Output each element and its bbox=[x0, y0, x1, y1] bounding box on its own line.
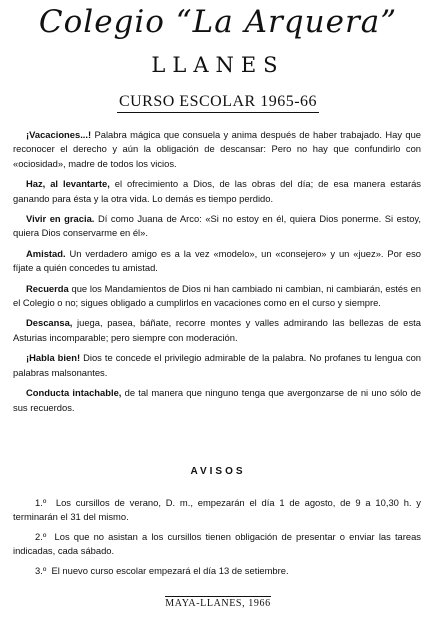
paragraph-lead: Amistad. bbox=[26, 247, 66, 259]
paragraph-text: Dios te concede el privilegio admirable de la palabra. No profanes tu lengua con palabras malsonantes. bbox=[13, 352, 421, 378]
paragraph-vacaciones bbox=[13, 128, 421, 171]
paragraph-gracia bbox=[13, 212, 421, 241]
paragraph-lead: Conducta intachable, bbox=[26, 387, 122, 399]
advice-body bbox=[13, 128, 421, 421]
aviso-number: 1.º bbox=[35, 497, 47, 508]
footer-text: MAYA-LLANES, 1966 bbox=[165, 598, 271, 609]
aviso-item bbox=[13, 564, 421, 578]
paragraph-text: de tal manera que ninguno tenga que avergonzarse de ni uno sólo de sus recuerdos. bbox=[13, 387, 421, 413]
paragraph-descansa bbox=[13, 316, 421, 345]
paragraph-habla-bien bbox=[13, 351, 421, 380]
aviso-text: El nuevo curso escolar empezará el día 13 de setiembre. bbox=[51, 564, 289, 576]
avisos-heading: AVISOS bbox=[190, 466, 246, 477]
aviso-item bbox=[13, 530, 421, 559]
paragraph-lead: Haz, al levantarte, bbox=[26, 178, 110, 190]
paragraph-text: Un verdadero amigo es a la vez «modelo», un «consejero» y un «juez». Por eso fíjate a quién concedes tu amistad. bbox=[13, 247, 421, 274]
paragraph-text: juega, pasea, báñate, recorre montes y valles admirando las bellezas de esta Asturias incomparable; pero siempre con moderación. bbox=[13, 317, 421, 343]
paragraph-levantarte bbox=[13, 177, 421, 206]
aviso-text: Los cursillos de verano, D. m., empezarán el día 1 de agosto, de 9 a 10,30 h. y terminarán el 31 del mismo. bbox=[13, 497, 421, 523]
paragraph-lead: ¡Habla bien! bbox=[26, 352, 81, 364]
aviso-number: 2.º bbox=[35, 530, 47, 542]
course-title bbox=[0, 92, 436, 112]
paragraph-lead: ¡Vacaciones...! bbox=[26, 129, 92, 140]
aviso-number: 3.º bbox=[35, 564, 47, 576]
paragraph-lead: Descansa, bbox=[26, 317, 73, 329]
paragraph-recuerda bbox=[13, 282, 421, 311]
school-name: Colegio “La Arquera” bbox=[38, 4, 398, 40]
aviso-item bbox=[13, 496, 421, 525]
paragraph-text: Dí como Juana de Arco: «Si no estoy en él, quiera Dios ponerme. Si estoy, quiera Dios conservarme en él». bbox=[13, 213, 422, 239]
paragraph-text: que los Mandamientos de Dios ni han cambiado ni cambian, ni cambiarán, estés en el Colegio o no; sigues obligado a cumplirlos en vacaciones como en el curso y siempre. bbox=[13, 282, 421, 309]
town-name: LLANES bbox=[151, 53, 285, 77]
paragraph-amistad bbox=[13, 247, 421, 276]
paragraph-text: el ofrecimiento a Dios, de las obras del día; de esa manera estarás ganando para ésta y la otra vida. Lo demás es tiempo perdido. bbox=[13, 178, 421, 204]
course-title-text: CURSO ESCOLAR 1965-66 bbox=[117, 93, 319, 113]
paragraph-text: Palabra mágica que consuela y anima después de haber trabajado. Hay que reconocer el derecho y aún la obligación de descansar: Pero no hay que confundirlo con «ociosidad», madre de todos los vicios. bbox=[13, 129, 421, 169]
paragraph-lead: Vivir en gracia. bbox=[26, 213, 95, 225]
paragraph-lead: Recuerda bbox=[26, 282, 69, 294]
aviso-text: Los que no asistan a los cursillos tienen obligación de presentar o enviar las tareas indicadas, cada sábado. bbox=[13, 530, 421, 557]
footer-place-date bbox=[0, 598, 436, 609]
paragraph-conducta bbox=[13, 386, 421, 415]
avisos-list bbox=[13, 496, 421, 583]
